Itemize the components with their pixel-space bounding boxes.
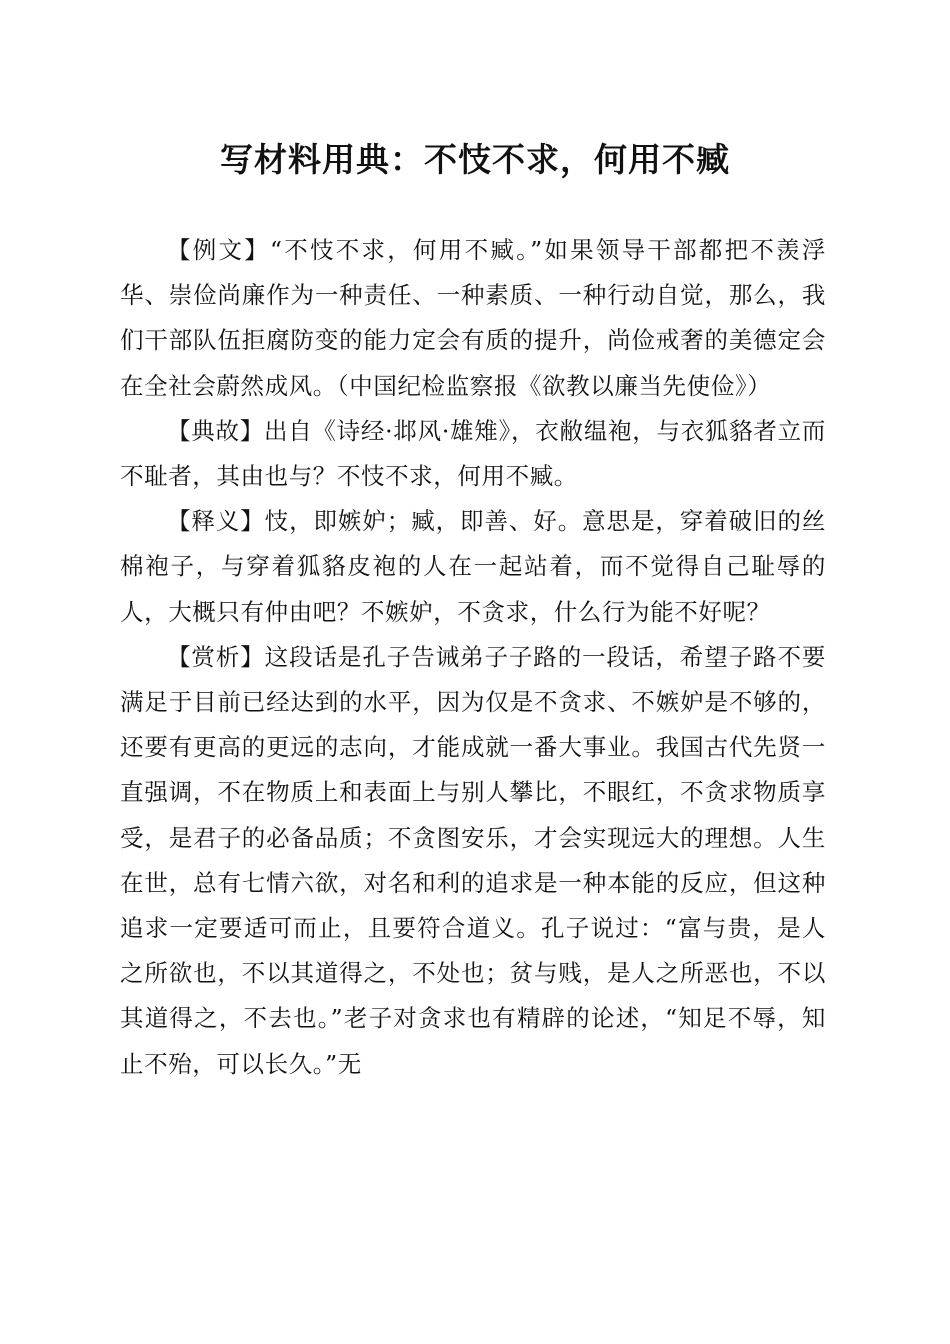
- paragraph-example: 【例文】“不忮不求，何用不臧。”如果领导干部都把不羡浮华、崇俭尚廉作为一种责任、一种素质、一种行动自觉，那么，我们干部队伍拒腐防变的能力定会有质的提升，尚俭戒奢的美德定会在全社会蔚然成风。（中国纪检监察报《欲教以廉当先使俭》）: [120, 236, 826, 400]
- document-title: 写材料用典：不忮不求，何用不臧: [220, 140, 730, 179]
- paragraph-appreciation: 【赏析】这段话是孔子告诫弟子子路的一段话，希望子路不要满足于目前已经达到的水平，因为仅是不贪求、不嫉妒是不够的，还要有更高的更远的志向，才能成就一番大事业。我国古代先贤一直强调，不在物质上和表面上与别人攀比，不眼红，不贪求物质享受，是君子的必备品质；不贪图安乐，才会实现远大的理想。人生在世，总有七情六欲，对名和利的追求是一种本能的反应，但这种追求一定要适可而止，且要符合道义。孔子说过：“富与贵，是人之所欲也，不以其道得之，不处也；贫与贱，是人之所恶也，不以其道得之，不去也。”老子对贪求也有精辟的论述，“知足不辱，知止不殆，可以长久。”无: [120, 642, 826, 1078]
- paragraph-allusion: 【典故】出自《诗经·邶风·雄雉》，衣敝缊袍，与衣狐貉者立而不耻者，其由也与？不忮不求，何用不臧。: [120, 416, 826, 491]
- document-body: [120, 228, 826, 1087]
- paragraph-interpretation: 【释义】忮，即嫉妒；臧，即善、好。意思是，穿着破旧的丝棉袍子，与穿着狐貉皮袍的人在一起站着，而不觉得自己耻辱的人，大概只有仲由吧？不嫉妒，不贪求，什么行为能不好呢？: [120, 507, 826, 626]
